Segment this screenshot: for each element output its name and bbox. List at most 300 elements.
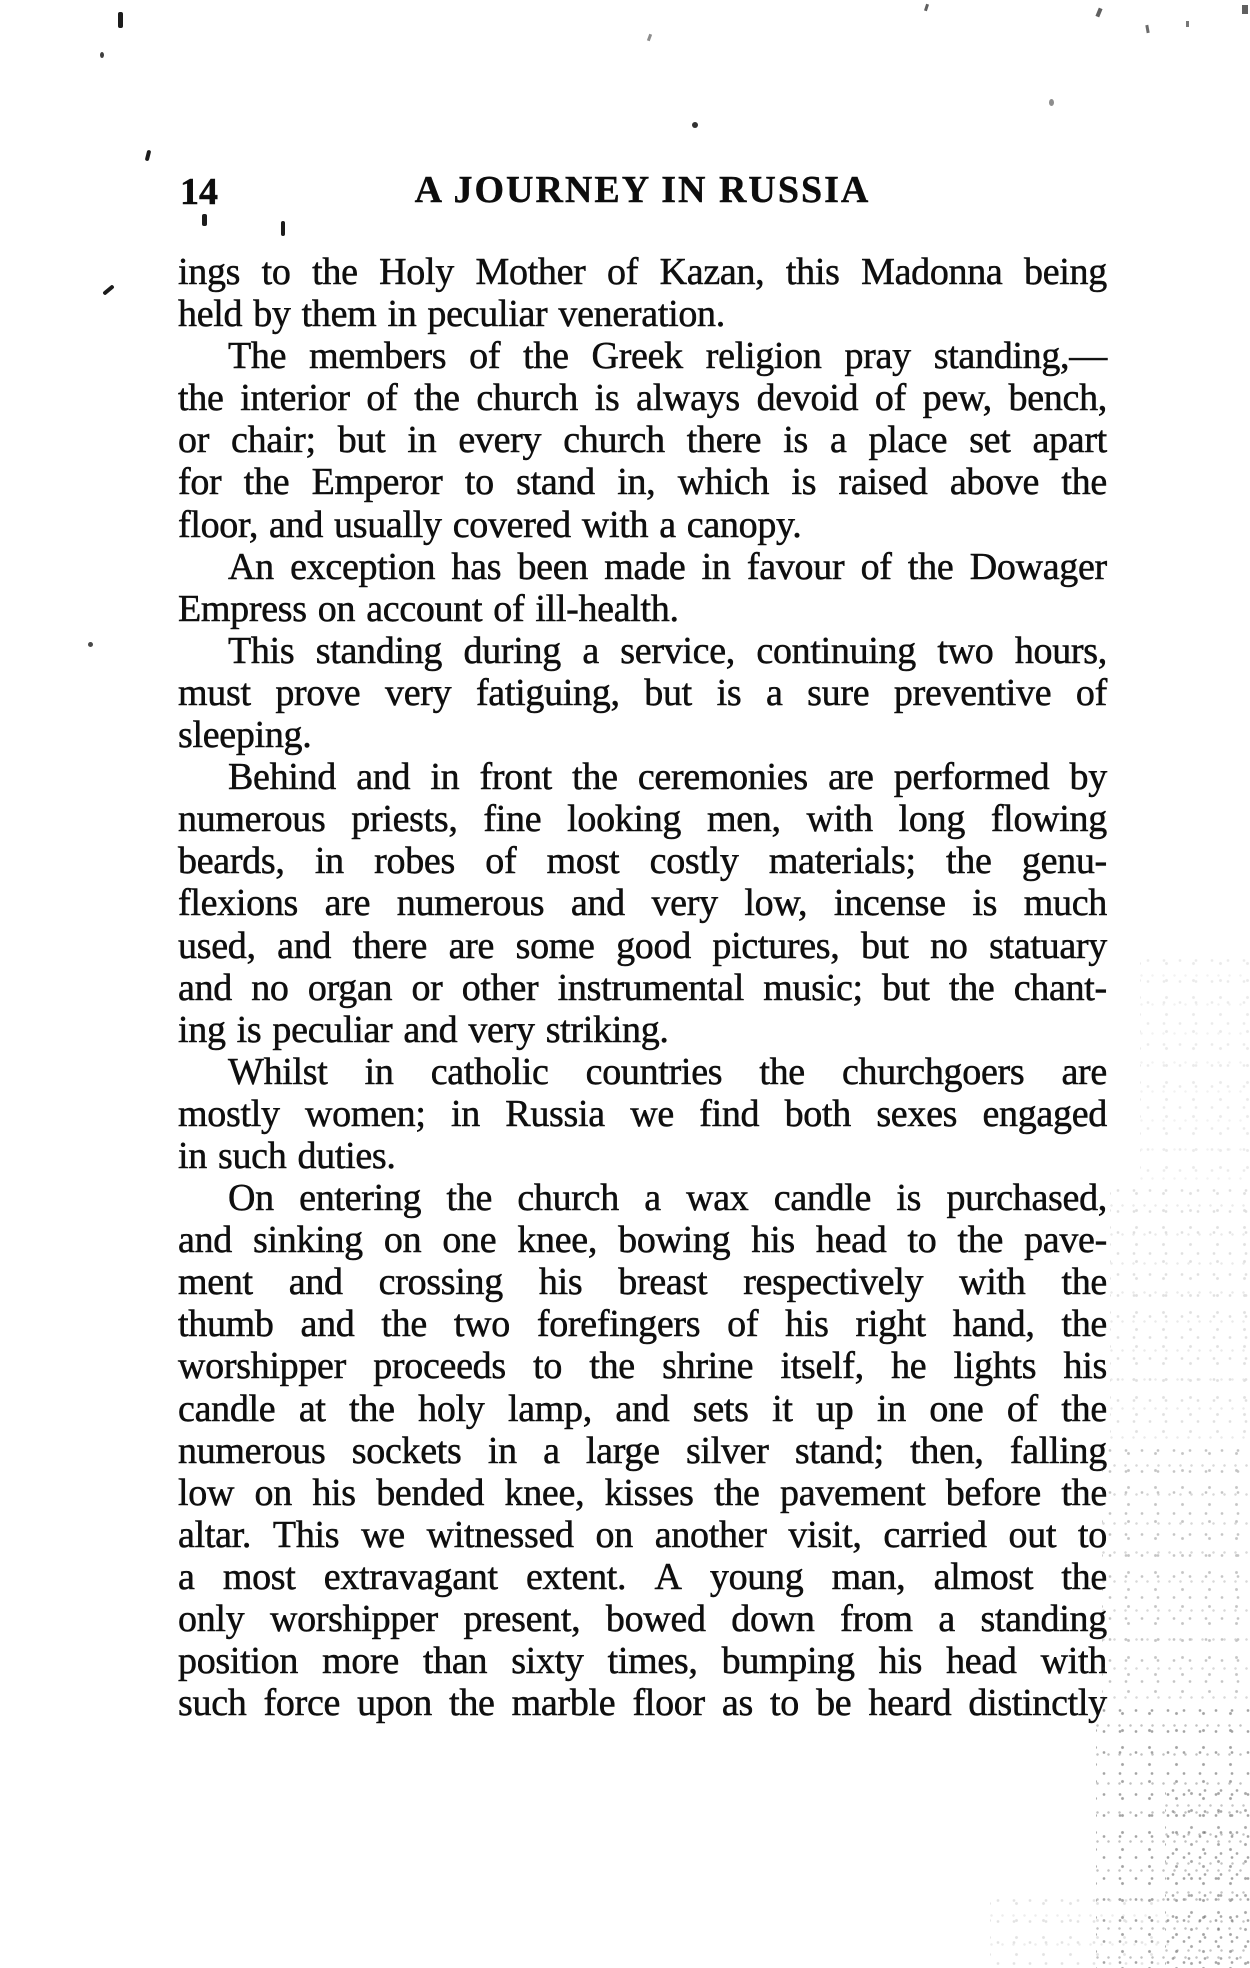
word: witnessed [426,1513,574,1556]
text-line [178,588,1107,630]
word: in [701,545,731,588]
word: at [298,1387,326,1430]
word: and [178,1219,232,1262]
word: distinctly [968,1682,1107,1725]
word: this [785,251,840,293]
scan-speck [102,284,115,295]
text-line [178,1598,1107,1640]
word: by [1069,756,1107,799]
word: in [387,293,417,336]
word: his [878,1640,923,1683]
word: itself, [780,1345,864,1388]
word: and [403,1008,458,1051]
word: only [178,1598,245,1640]
word: the [523,335,569,378]
word: mostly [178,1092,280,1135]
word: altar. [178,1513,252,1556]
word: chant- [1013,966,1107,1009]
word: a [178,1555,195,1598]
scan-speck [202,214,207,226]
word: in, [617,461,656,504]
word: engaged [982,1092,1107,1135]
word: a [829,419,847,462]
word: crossing [378,1261,503,1304]
word: the [759,1050,805,1093]
word: to [261,251,291,293]
word: heard [868,1682,952,1725]
word: set [969,419,1011,462]
word: women; [305,1092,426,1135]
word: of [485,840,517,883]
word: his [785,1303,829,1346]
word: materials; [768,840,916,883]
word: lights [953,1345,1037,1388]
word: sleeping. [178,714,312,757]
word: interior [240,377,350,420]
word: On [228,1177,274,1220]
word: times, [607,1640,698,1683]
word: there [352,924,428,967]
word: A [654,1555,682,1598]
word: in [430,756,460,799]
word: the [589,1345,635,1388]
word: breast [618,1261,708,1304]
word: worshipper [178,1345,346,1388]
page-title: A JOURNEY IN RUSSIA [414,169,871,211]
word: the [243,461,290,504]
word: them [301,293,377,336]
word: continuing [756,629,916,672]
word: man, [831,1555,906,1598]
word: must [178,671,251,714]
word: the [381,1303,427,1346]
word: young [709,1555,804,1598]
word: on [383,1219,422,1262]
word: two [453,1303,510,1346]
word: extent. [525,1555,627,1598]
word: beards, [178,840,285,883]
word: marble [511,1682,616,1725]
word: with [1040,1640,1107,1683]
word: and [300,1303,355,1346]
word: duties. [297,1134,396,1177]
word: place [868,419,948,462]
text-line [178,840,1107,882]
word: every [458,419,542,462]
scan-speck [1242,5,1248,14]
word: organ [307,966,393,1009]
text-line [178,461,1107,503]
text-line [178,1051,1107,1093]
word: we [361,1513,405,1556]
scan-speck [1049,99,1054,106]
word: used, [178,924,256,967]
word: bended [376,1471,485,1514]
word: the [178,377,224,420]
word: covered [452,503,571,546]
word: numerous [178,1429,326,1472]
text-line [178,1009,1107,1051]
word: is [594,377,620,420]
word: a [543,1429,560,1472]
word: are [1061,1050,1107,1093]
word: before [945,1471,1041,1514]
word: bench, [1008,377,1107,420]
word: lamp, [507,1387,592,1430]
word: wax [686,1177,749,1220]
word: but [337,419,386,462]
word: Kazan, [659,251,765,293]
word: looking [567,798,682,841]
text-line [178,377,1107,419]
word: he [891,1345,927,1388]
word: sinking [253,1219,363,1262]
scan-speck [1145,25,1149,33]
word: visit, [788,1513,862,1556]
word: extravagant [323,1555,498,1598]
word: the [349,1387,395,1430]
word: silver [685,1429,769,1472]
word: very [468,1008,535,1051]
word: floor, [178,503,259,546]
word: with [581,503,649,546]
word: or [411,966,443,1009]
word: by [253,293,291,336]
text-line [178,251,1107,293]
word: two [937,629,994,672]
word: flowing [990,798,1107,841]
word: Dowager [969,545,1107,588]
word: there [686,419,762,462]
word: both [784,1092,851,1135]
word: out [1008,1513,1057,1556]
word: and [615,1387,670,1430]
word: the [1061,461,1107,504]
word: good [616,924,691,967]
word: ment [178,1261,253,1304]
word: pavement [780,1471,926,1514]
scan-speck [1186,21,1189,27]
page-text [178,251,1107,1724]
word: on [595,1513,633,1556]
word: in [876,1387,906,1430]
word: Emperor [311,461,443,504]
word: chair; [231,419,316,462]
word: candle [178,1387,276,1430]
word: stand [516,461,595,504]
text-line [178,1219,1107,1261]
word: kisses [604,1471,694,1514]
word: on [254,1471,292,1514]
word: for [178,461,222,504]
word: force [263,1682,341,1725]
word: of [874,377,906,420]
word: such [178,1682,247,1725]
word: are [324,882,371,925]
word: candle [773,1177,872,1220]
word: men, [706,798,781,841]
scan-speck [647,34,652,42]
word: stand; [794,1429,884,1472]
word: the [946,840,992,883]
word: favour [746,545,845,588]
word: Whilst [228,1050,328,1093]
word: standing [980,1598,1107,1640]
word: of [860,545,892,588]
word: and [570,882,625,925]
text-line [178,504,1107,546]
word: no [251,966,289,1009]
word: with [806,798,873,841]
word: and [277,924,332,967]
text-line [178,630,1107,672]
text-line [178,1093,1107,1135]
word: upon [357,1682,432,1725]
word: devoid [756,377,859,420]
word: pave- [1024,1219,1107,1262]
word: of [1075,671,1107,714]
word: preventive [893,671,1052,714]
word: statuary [989,924,1107,967]
word: and [178,966,232,1009]
word: one [442,1219,497,1262]
text-line [178,1514,1107,1556]
word: a [659,503,676,546]
word: the [414,377,460,420]
text-line [178,1472,1107,1514]
word: church [563,419,665,462]
word: knee, [517,1219,598,1262]
word: bowing [618,1219,731,1262]
word: catholic [430,1050,549,1093]
word: up [816,1387,854,1430]
word: apart [1032,419,1107,462]
word: such [217,1134,287,1177]
scan-speck [1095,8,1102,18]
word: another [654,1513,767,1556]
word: costly [649,840,739,883]
word: more [322,1640,399,1683]
text-line [178,1303,1107,1345]
word: peculiar [272,1008,393,1051]
word: low, [744,882,808,925]
word: are [448,924,495,967]
word: holy [418,1387,485,1430]
word: prove [275,671,361,714]
word: fatiguing, [475,671,620,714]
word: and [269,503,324,546]
word: knee, [504,1471,585,1514]
word: head [946,1640,1017,1683]
word: than [422,1640,488,1683]
word: the [446,1177,493,1220]
word: long [898,798,966,841]
scan-noise [990,1890,1170,1968]
word: no [930,924,968,967]
word: music; [763,966,863,1009]
scan-speck [924,4,929,12]
word: has [451,545,502,588]
word: veneration. [558,293,725,336]
word: most [546,840,620,883]
word: thumb [178,1303,274,1346]
text-line [178,293,1107,335]
word: flexions [178,882,299,925]
word: a [765,671,783,714]
word: a [938,1598,955,1640]
word: is [783,419,808,462]
word: the [1061,1555,1107,1598]
word: incense [833,882,946,925]
word: numerous [396,882,545,925]
word: very [651,882,718,925]
word: Russia [505,1092,605,1135]
word: the [449,1682,495,1725]
word: on [317,587,356,630]
word: is [716,671,742,714]
word: is [791,461,817,504]
word: in [450,1092,480,1135]
text-line [178,1556,1107,1598]
word: hours, [1014,629,1107,672]
word: numerous [178,798,326,841]
text-line [178,1430,1107,1472]
word: front [479,756,552,799]
word: performed [893,756,1050,799]
scan-noise [1110,1180,1250,1440]
word: Holy [379,251,454,293]
word: of [727,1303,759,1346]
word: his [538,1261,583,1304]
word: purchased, [946,1177,1107,1220]
scan-noise [1165,1780,1250,1968]
word: members [309,335,447,378]
word: the [1061,1303,1107,1346]
word: the [572,756,618,799]
word: An [228,545,274,588]
word: with [959,1261,1026,1304]
text-line [178,419,1107,461]
word: of [1006,1387,1038,1430]
word: some [515,924,595,967]
word: and [356,756,411,799]
word: usually [334,503,442,546]
text-line [178,1640,1107,1682]
word: to [464,461,494,504]
word: of [493,587,525,630]
word: is [972,882,998,925]
word: This [272,1513,340,1556]
word: ings [178,251,241,293]
word: the [1061,1471,1107,1514]
word: the [1061,1387,1107,1430]
word: bumping [721,1640,855,1683]
word: but [644,671,692,714]
word: forefingers [536,1303,701,1346]
word: during [463,629,561,672]
page-header [178,168,1107,216]
word: the [957,1219,1004,1262]
word: above [949,461,1040,504]
word: or [178,419,210,462]
word: This [228,629,295,672]
word: head [815,1219,887,1262]
word: bowed [605,1598,706,1640]
word: his [312,1471,356,1514]
scan-speck [145,150,152,162]
word: right [855,1303,926,1346]
word: then, [910,1429,984,1472]
word: much [1023,882,1107,925]
text-line [178,925,1107,967]
text-line [178,672,1107,714]
word: sockets [351,1429,462,1472]
word: always [636,377,740,420]
text-line [178,1177,1107,1219]
scan-noise [1140,950,1250,1180]
word: ing [178,1008,226,1051]
word: are [828,756,874,799]
scan-speck [88,642,93,647]
word: Behind [228,756,336,799]
word: other [461,966,539,1009]
word: in [407,419,437,462]
word: countries [585,1050,723,1093]
word: one [929,1387,984,1430]
scan-noise [1102,1440,1250,1700]
word: Empress [178,587,307,630]
word: we [630,1092,674,1135]
word: of [469,335,501,378]
word: his [751,1219,795,1262]
word: present, [463,1598,581,1640]
text-line [178,1135,1107,1177]
word: churchgoers [841,1050,1025,1093]
text-line [178,1345,1107,1387]
word: to [533,1345,563,1388]
word: large [585,1429,660,1472]
word: the [948,966,995,1009]
word: shrine [662,1345,754,1388]
word: be [816,1682,852,1725]
word: but [882,966,930,1009]
word: but [861,924,909,967]
word: of [366,377,398,420]
word: as [721,1682,753,1725]
word: which [677,461,770,504]
word: a [582,629,599,672]
text-line [178,1682,1107,1724]
scan-speck [100,52,104,58]
word: low [178,1471,235,1514]
text-line [178,546,1107,588]
word: robes [374,840,455,883]
word: in [178,1134,207,1177]
word: pictures, [712,924,840,967]
word: proceeds [373,1345,506,1388]
word: striking. [545,1008,669,1051]
word: to [907,1219,937,1262]
word: priests, [351,798,458,841]
text-line [178,335,1107,377]
word: respectively [743,1261,924,1304]
word: is [896,1177,922,1220]
word: to [1078,1513,1107,1556]
word: entering [299,1177,422,1220]
word: fine [483,798,542,841]
word: the [312,251,358,293]
text-line [178,1388,1107,1430]
